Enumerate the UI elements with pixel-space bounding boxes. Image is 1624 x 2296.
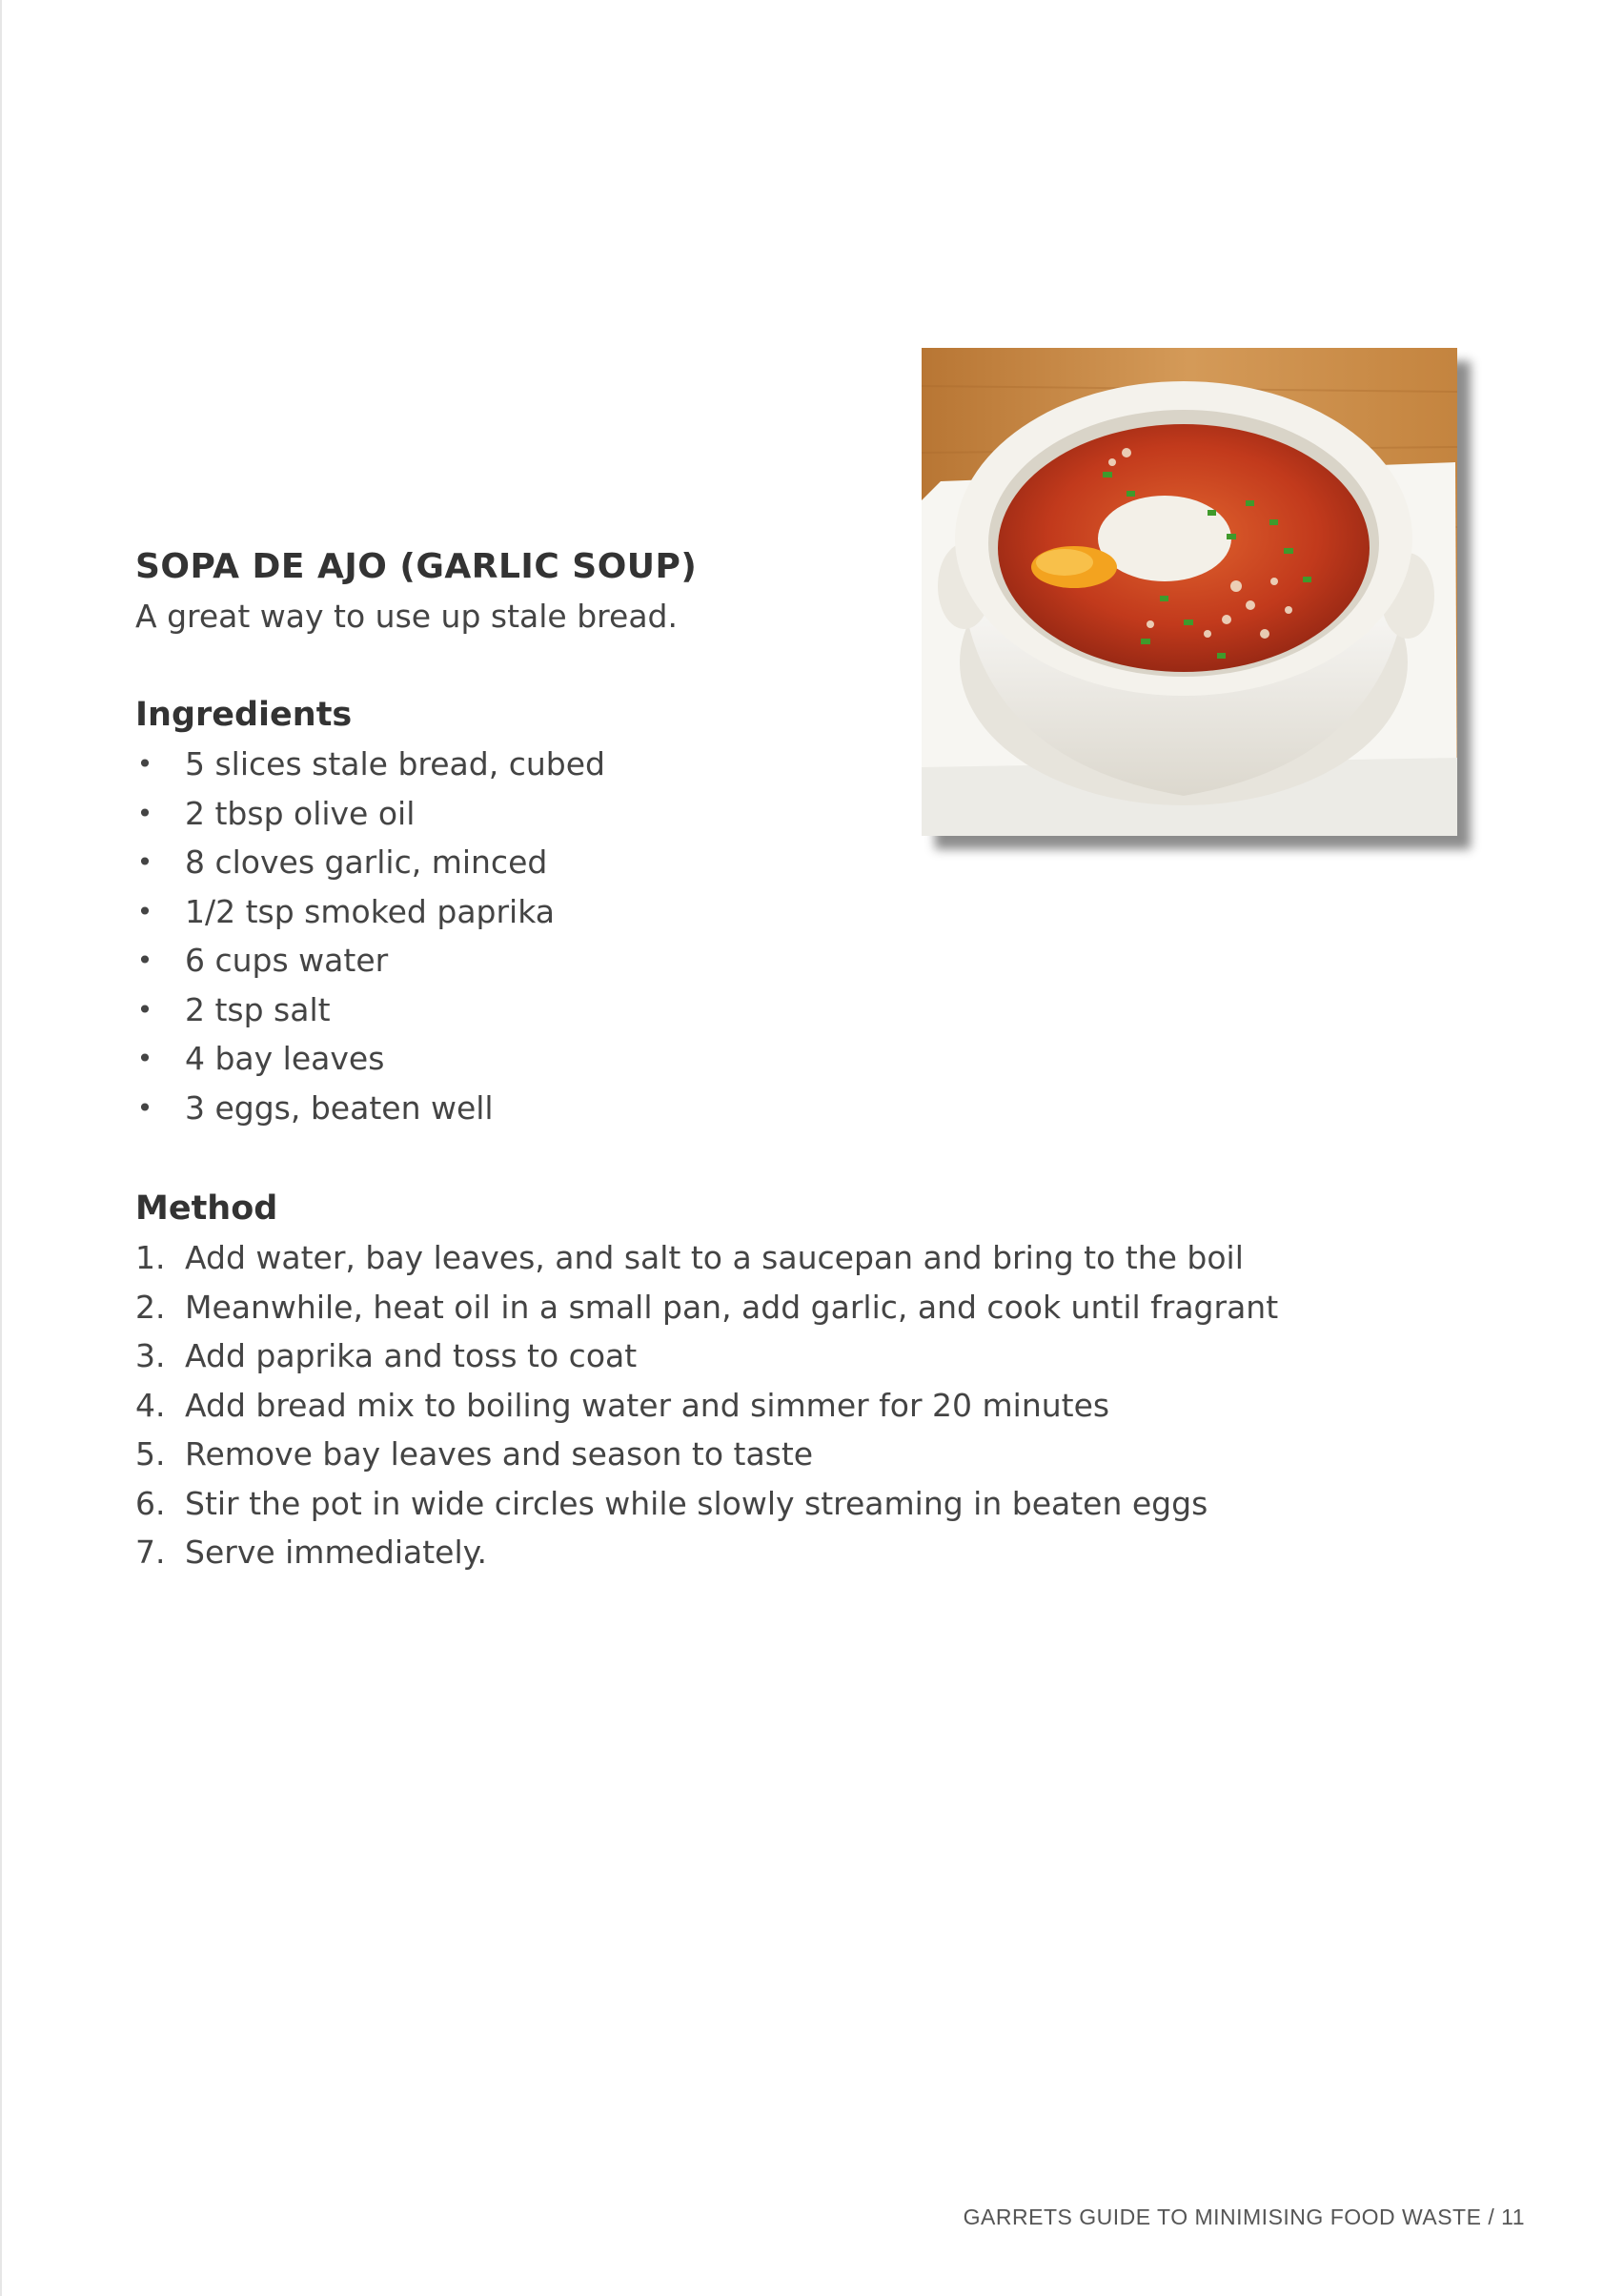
step-number: 1.: [135, 1239, 166, 1276]
ingredients-list: [135, 740, 1231, 1132]
bullet-icon: •: [136, 945, 153, 976]
ingredients-heading: Ingredients: [135, 696, 353, 734]
bullet-icon: •: [136, 993, 153, 1026]
bullet-icon: •: [136, 1043, 153, 1074]
ingredient-item: • 4 bay leaves: [135, 1034, 1231, 1084]
method-heading: Method: [135, 1189, 278, 1228]
method-step: 6. Stir the pot in wide circles while slowly streaming in beaten eggs: [135, 1479, 1231, 1529]
step-number: 6.: [135, 1484, 166, 1522]
method-step: 5. Remove bay leaves and season to taste: [135, 1430, 1231, 1479]
ingredient-item: • 6 cups water: [135, 936, 1231, 985]
step-number: 4.: [135, 1386, 166, 1424]
method-step: 1. Add water, bay leaves, and salt to a saucepan and bring to the boil: [135, 1233, 1231, 1283]
ingredient-item: • 1/2 tsp smoked paprika: [135, 887, 1231, 937]
recipe-content: [135, 543, 1279, 1577]
step-number: 5.: [135, 1435, 166, 1473]
bullet-icon: •: [136, 1091, 153, 1124]
recipe-title: SOPA DE AJO (GARLIC SOUP): [135, 547, 698, 586]
ingredient-item: • 8 cloves garlic, minced: [135, 838, 1231, 887]
method-list: [135, 1233, 1279, 1577]
step-number: 2.: [135, 1288, 166, 1326]
ingredient-item: • 5 slices stale bread, cubed: [135, 740, 1231, 789]
bullet-icon: •: [136, 797, 153, 829]
ingredient-item: • 3 eggs, beaten well: [135, 1084, 1231, 1133]
method-step: 2. Meanwhile, heat oil in a small pan, add garlic, and cook until fragrant: [135, 1283, 1231, 1332]
bullet-icon: •: [136, 895, 153, 927]
method-step: 7. Serve immediately.: [135, 1528, 1231, 1577]
method-step: 3. Add paprika and toss to coat: [135, 1331, 1231, 1381]
recipe-subtitle: A great way to use up stale bread.: [135, 598, 678, 635]
method-step: 4. Add bread mix to boiling water and simmer for 20 minutes: [135, 1381, 1231, 1431]
bullet-icon: •: [136, 748, 153, 780]
ingredient-item: • 2 tsp salt: [135, 985, 1231, 1035]
ingredient-item: • 2 tbsp olive oil: [135, 789, 1231, 839]
step-number: 7.: [135, 1534, 166, 1571]
page-footer: GARRETS GUIDE TO MINIMISING FOOD WASTE / 11: [963, 2205, 1525, 2229]
bullet-icon: •: [136, 846, 153, 878]
step-number: 3.: [135, 1337, 166, 1374]
